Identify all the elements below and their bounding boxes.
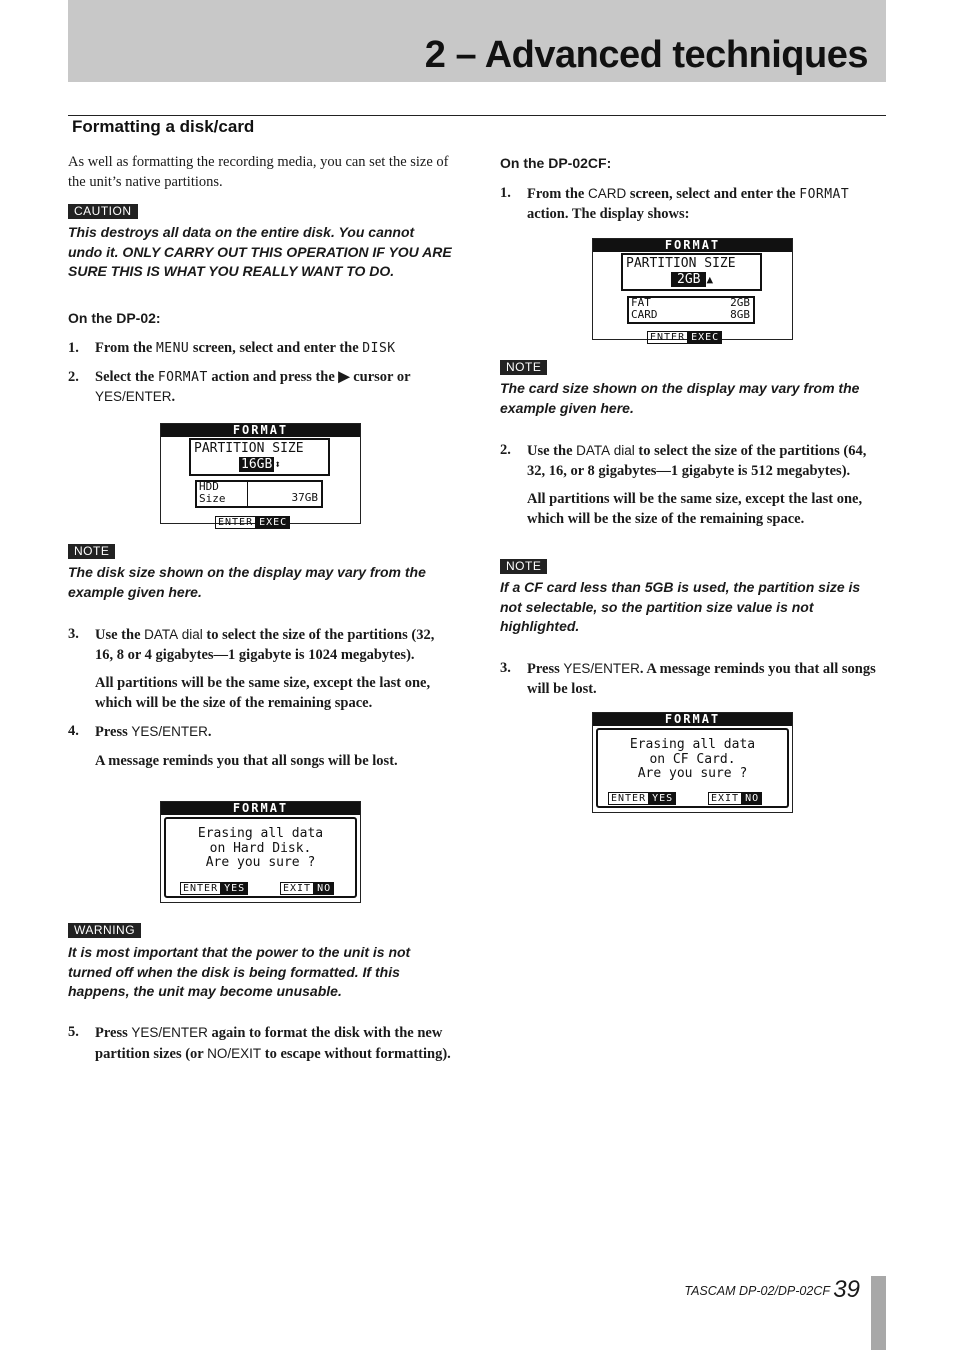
enter-exec-buttons: ENTER EXEC [215, 510, 290, 529]
cf-enter-yes-buttons: ENTER YES [608, 786, 676, 805]
dp02cf-format-screen: FORMAT PARTITION SIZE 2GB ▲ FAT CARD 2GB 8GB ENTER EXEC [592, 238, 793, 340]
dp02-warning [68, 921, 452, 1002]
dp02cf-step-2-block [500, 441, 884, 529]
footer-product: TASCAM DP-02/DP-02CF [684, 1284, 830, 1298]
dp02cf-note-1 [500, 358, 884, 418]
dp02-step-4-detail: A message reminds you that all songs will be lost. [95, 752, 398, 769]
up-arrow-icon: ▲ [706, 273, 714, 286]
warning-label: WARNING [68, 923, 141, 938]
dp02cf-instructions [500, 155, 884, 224]
page-edge-bar [871, 1276, 886, 1350]
section-divider [68, 115, 886, 116]
caution-text: This destroys all data on the entire disk. You cannot undo it. ONLY CARRY OUT THIS OPERATION IF YOU ARE SURE THIS IS WHAT YOU REALLY WANT TO DO. [68, 224, 452, 279]
dp02-step-5-block [68, 1023, 452, 1064]
cf-enter-exec-buttons: ENTER EXEC [647, 325, 722, 344]
dp02-step-1: 1. From the MENU screen, select and enter the DISK [68, 340, 396, 356]
dp02cf-step-3: 3. Press YES/ENTER. A message reminds you that all songs will be lost. [500, 660, 876, 697]
note-text: The card size shown on the display may vary from the example given here. [500, 380, 860, 416]
chapter-title: 2 – Advanced techniques [424, 34, 868, 76]
dp02-step-2: 2. Select the FORMAT action and press the ▶ cursor or YES/ENTER. [68, 368, 411, 405]
dp02-step-3: 3. Use the DATA dial to select the size of the partitions (32, 16, 8 or 4 gigabytes—1 gigabyte is 1024 megabytes). [68, 626, 435, 663]
partition-size-value: 16GB [241, 457, 273, 472]
partition-size-box: PARTITION SIZE 16GB ⬍ [189, 438, 330, 476]
enter-yes-buttons: ENTER YES [180, 876, 248, 895]
dp02-heading: On the DP-02: [68, 310, 161, 326]
cf-partition-size-box: PARTITION SIZE 2GB ▲ [621, 253, 762, 291]
cf-partition-size-value: 2GB [671, 272, 706, 287]
dp02cf-step-2-detail: All partitions will be the same size, except the last one, which will be the size of the remaining space. [527, 491, 863, 527]
erase-message-box: Erasing all data on Hard Disk. Are you sure ? ENTER YES EXIT NO [164, 817, 357, 898]
dp02cf-step-2: 2. Use the DATA dial to select the size of the partitions (64, 32, 16, or 8 gigabytes—1 gigabyte is 512 megabytes). [500, 442, 867, 479]
cf-exit-no-buttons: EXIT NO [708, 786, 762, 805]
dp02cf-step-3-block [500, 659, 884, 699]
dp02-step-3-detail: All partitions will be the same size, except the last one, which will be the size of the remaining space. [95, 675, 431, 711]
dp02-erase-confirm-screen: FORMAT Erasing all data on Hard Disk. Are you sure ? ENTER YES EXIT NO [160, 801, 361, 903]
dp02cf-heading: On the DP-02CF: [500, 155, 612, 171]
cf-erase-message-box: Erasing all data on CF Card. Are you sure ? ENTER YES EXIT NO [596, 728, 789, 808]
fat-card-box: FAT CARD 2GB 8GB [627, 296, 755, 324]
note-text: The disk size shown on the display may vary from the example given here. [68, 564, 426, 600]
dp02cf-step-1: 1. From the CARD screen, select and enter the FORMAT action. The display shows: [500, 185, 850, 222]
left-column [68, 152, 452, 282]
dp02-format-screen: FORMAT PARTITION SIZE 16GB ⬍ HDD Size 37GB ENTER EXEC [160, 423, 361, 524]
section-title: Formatting a disk/card [72, 117, 255, 136]
intro-paragraph: As well as formatting the recording media, you can set the size of the unit’s native partitions. [68, 154, 449, 190]
exit-no-buttons: EXIT NO [280, 876, 334, 895]
note-label: NOTE [68, 544, 115, 559]
caution-label: CAUTION [68, 204, 138, 219]
chapter-header [68, 0, 886, 82]
page-number: 39 [833, 1276, 860, 1303]
dp02-instructions [68, 310, 452, 408]
warning-text: It is most important that the power to the unit is not turned off when the disk is being formatted. If this happens, the unit may become unusable. [68, 944, 411, 999]
note-text: If a CF card less than 5GB is used, the partition size is not selectable, so the partition size value is not highlighted. [500, 579, 861, 634]
dp02cf-note-2 [500, 557, 884, 637]
dp02-steps-3-4 [68, 625, 452, 771]
dp02cf-erase-confirm-screen: FORMAT Erasing all data on CF Card. Are you sure ? ENTER YES EXIT NO [592, 712, 793, 813]
up-down-arrow-icon: ⬍ [274, 458, 281, 471]
note-label: NOTE [500, 360, 547, 375]
dp02-note-1 [68, 542, 452, 602]
dp02-step-5: 5. Press YES/ENTER again to format the disk with the new partition sizes (or NO/EXIT to escape without formatting). [68, 1024, 451, 1062]
dp02-step-4: 4. Press YES/ENTER. [68, 723, 212, 740]
note-label: NOTE [500, 559, 547, 574]
hdd-size-box: HDD Size 37GB [195, 480, 323, 508]
